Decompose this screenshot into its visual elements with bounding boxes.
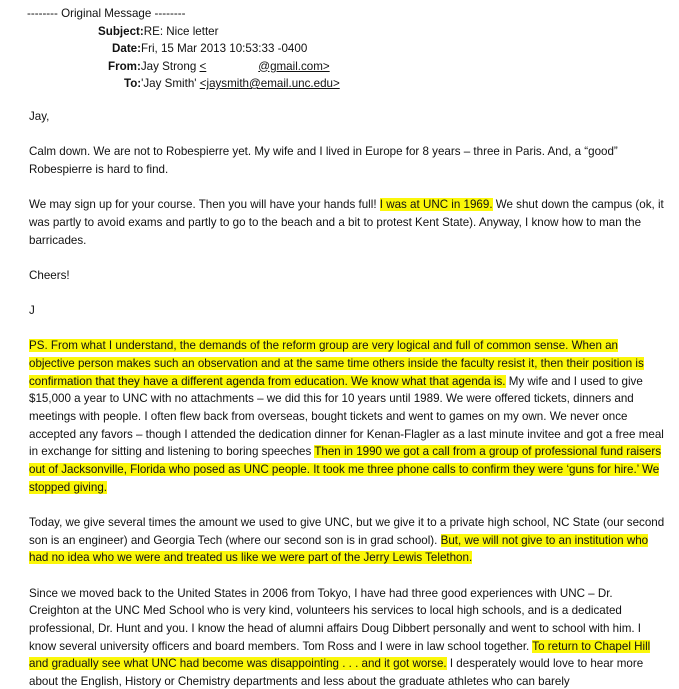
paragraph-course-text-b: We shut down the campus (ok, it was partly to avoid exams and partly to go to the beach and a bit to protest Kent State). Anyway, I know how to man the barricades.: [29, 198, 664, 247]
email-body: [29, 108, 665, 689]
highlight-reform-group: PS. From what I understand, the demands of the reform group are very logical and full of common sense. When an objective person makes such an observation and at the same time others inside the faculty resist it, then their position is confirmation that they have a different agenda from education. We know what that agenda is.: [29, 339, 644, 388]
signature: J: [29, 303, 35, 317]
paragraph-postscript-text: My wife and I used to give $15,000 a year to UNC with no attachments – we did this for 10 years until 1989. We were offered tickets, dinners and meetings with people. I often flew back from overseas, bought tickets and went to games on my own. We never once accepted any favors – though I attended the dedication dinner for Kenan-Flagler as a last minute invitee and got a free meal in exchange for sitting and listening to boring speeches: [29, 374, 664, 459]
to-label: To:: [124, 77, 142, 90]
to-email-link[interactable]: <jaysmith@email.unc.edu>: [199, 77, 340, 90]
subject-label: Subject:: [98, 24, 144, 38]
highlight-chapel-hill: To return to Chapel Hill and gradually see what UNC had become was disappointing . . . and it got worse.: [29, 639, 651, 671]
from-name: Jay Strong: [140, 59, 200, 73]
email-header: [27, 5, 340, 93]
paragraph-giving-text: Today, we give several times the amount we used to give UNC, but we give it to a private high school, NC State (our second son is an engineer) and Georgia Tech (where our second son is in grad school).: [29, 515, 665, 547]
paragraph-course: [29, 196, 665, 249]
paragraph-robespierre: Calm down. We are not to Robespierre yet. My wife and I lived in Europe for 8 years – three in Paris. And, a “good” Robespierre is hard to find.: [29, 145, 618, 176]
separator-text: -------- Original Message --------: [27, 7, 186, 20]
paragraph-return-text-a: Since we moved back to the United States in 2006 from Tokyo, I have had three good experiences with UNC – Dr. Creighton at the UNC Med School who is very kind, volunteers his services to local high schools, and is a dedicated professional, Dr. Hunt and you. I know the head of alumni affairs Doug Dibbert personally and went to school with him. I know several university officers and board members. Tom Ross and I were in law school together.: [29, 586, 642, 653]
date-label: Date:: [112, 42, 141, 55]
paragraph-return-text-b: I desperately would love to hear more about the English, History or Chemistry departments and less about the graduate athletes who can barely: [29, 657, 644, 689]
from-email-link[interactable]: [200, 60, 330, 73]
from-email-end: @gmail.com>: [258, 59, 330, 73]
paragraph-return: [29, 585, 665, 689]
closing: Cheers!: [29, 268, 70, 282]
from-label: From:: [108, 59, 141, 73]
highlight-jerry-lewis: But, we will not give to an institution who had no idea who we were and treated us like we were part of the Jerry Lewis Telethon.: [29, 533, 649, 565]
greeting: Jay,: [29, 110, 50, 123]
subject-value: RE: Nice letter: [143, 24, 219, 38]
highlight-fund-raisers: Then in 1990 we got a call from a group of professional fund raisers out of Jacksonville, Florida who posed as UNC people. It took me three phone calls to confirm they were ‘guns for hire.’ We stopped giving.: [29, 445, 662, 494]
paragraph-postscript: [29, 337, 665, 496]
from-email-start: <: [199, 59, 207, 73]
paragraph-giving: [29, 514, 665, 567]
subject-line: [27, 23, 340, 41]
to-name: 'Jay Smith': [141, 77, 200, 90]
original-message-separator: [27, 5, 340, 23]
from-line: [27, 58, 340, 76]
date-line: [27, 40, 340, 58]
paragraph-course-text-a: We may sign up for your course. Then you will have your hands full!: [29, 198, 380, 212]
highlight-unc-1969: I was at UNC in 1969.: [379, 198, 493, 212]
to-line: [27, 75, 340, 93]
date-value: Fri, 15 Mar 2013 10:53:33 -0400: [141, 42, 308, 55]
